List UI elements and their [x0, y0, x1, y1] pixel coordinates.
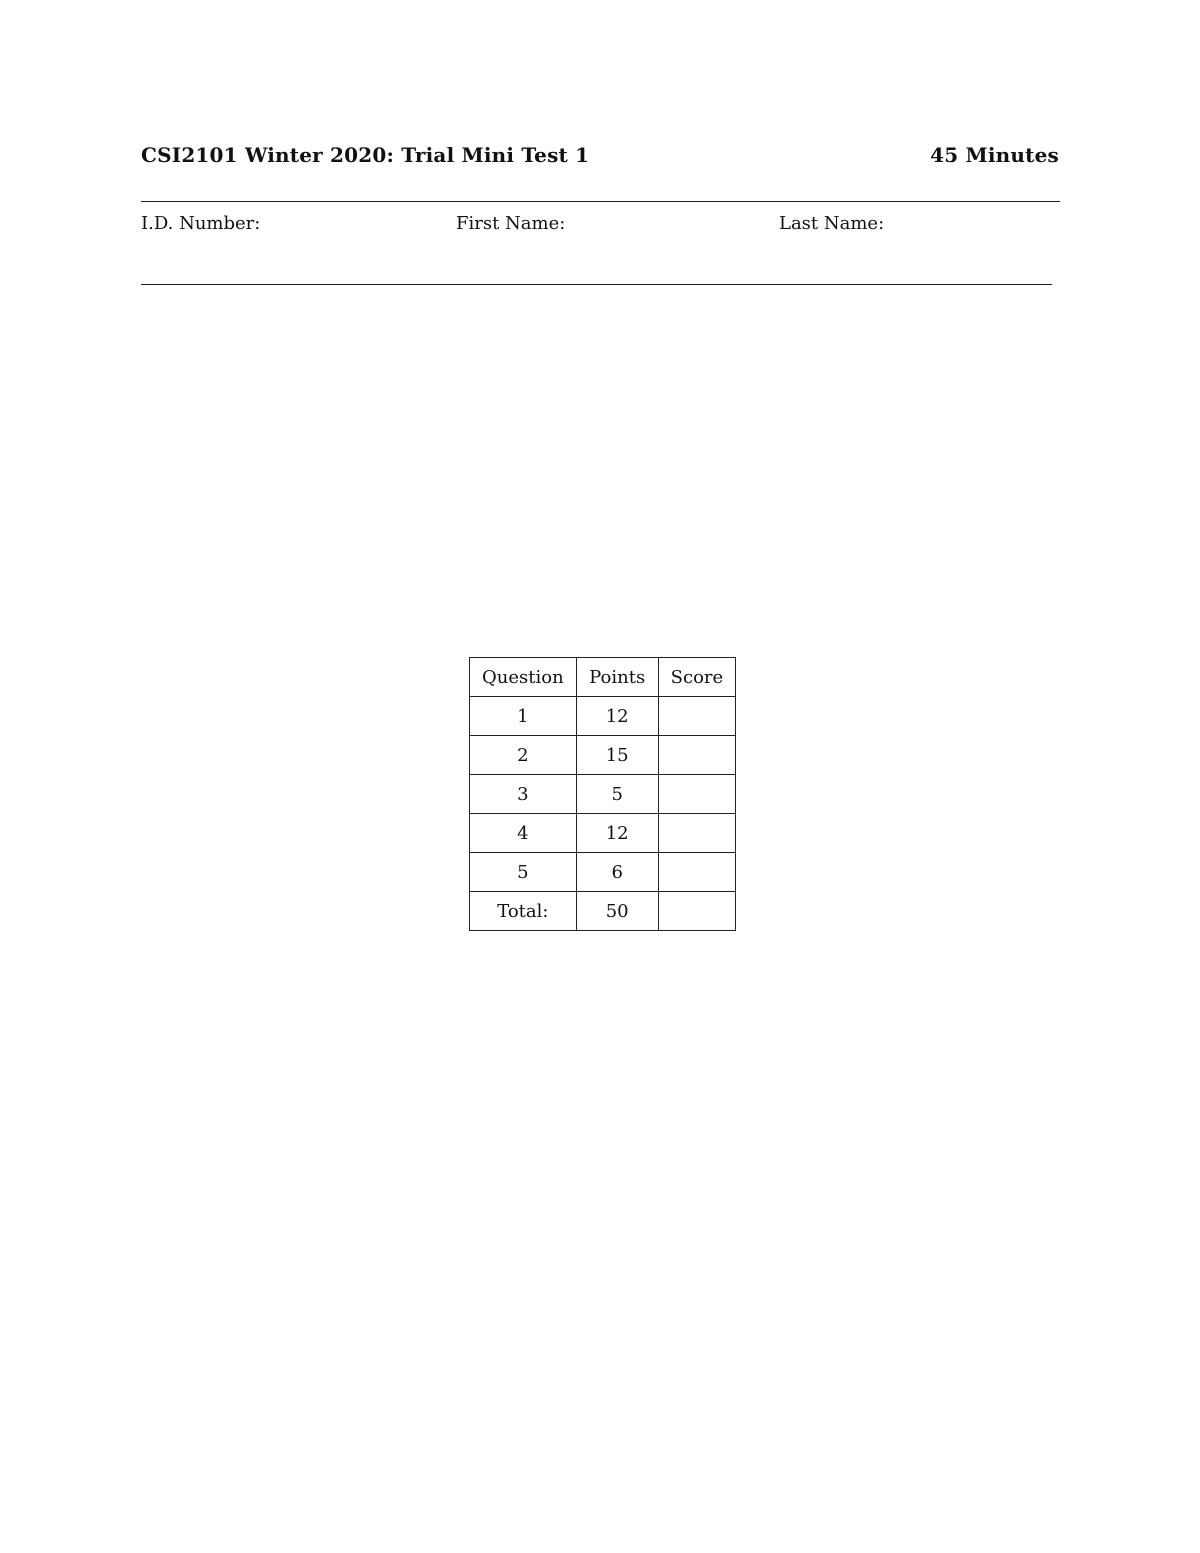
first-name-label: First Name: [456, 213, 566, 234]
exam-title: CSI2101 Winter 2020: Trial Mini Test 1 [141, 143, 590, 167]
last-name-label: Last Name: [779, 213, 885, 234]
points-cell: 12 [576, 697, 658, 736]
table-row [470, 814, 736, 853]
header-score: Score [658, 658, 736, 697]
name-line-rule [141, 284, 1052, 285]
header-question: Question [470, 658, 577, 697]
score-cell [658, 775, 736, 814]
total-score-cell [658, 892, 736, 931]
table-row [470, 775, 736, 814]
score-cell [658, 853, 736, 892]
header-points: Points [576, 658, 658, 697]
total-points-cell: 50 [576, 892, 658, 931]
score-cell [658, 697, 736, 736]
score-table-header-row [470, 658, 736, 697]
points-cell: 12 [576, 814, 658, 853]
question-cell: 5 [470, 853, 577, 892]
total-label-cell: Total: [470, 892, 577, 931]
score-cell [658, 814, 736, 853]
total-row [470, 892, 736, 931]
table-row [470, 697, 736, 736]
points-cell: 15 [576, 736, 658, 775]
question-cell: 1 [470, 697, 577, 736]
question-cell: 4 [470, 814, 577, 853]
question-cell: 2 [470, 736, 577, 775]
table-row [470, 853, 736, 892]
header-rule [141, 201, 1060, 202]
table-row [470, 736, 736, 775]
points-cell: 5 [576, 775, 658, 814]
question-cell: 3 [470, 775, 577, 814]
score-table [469, 657, 736, 931]
score-cell [658, 736, 736, 775]
points-cell: 6 [576, 853, 658, 892]
exam-duration: 45 Minutes [930, 143, 1059, 167]
id-number-label: I.D. Number: [141, 213, 261, 234]
